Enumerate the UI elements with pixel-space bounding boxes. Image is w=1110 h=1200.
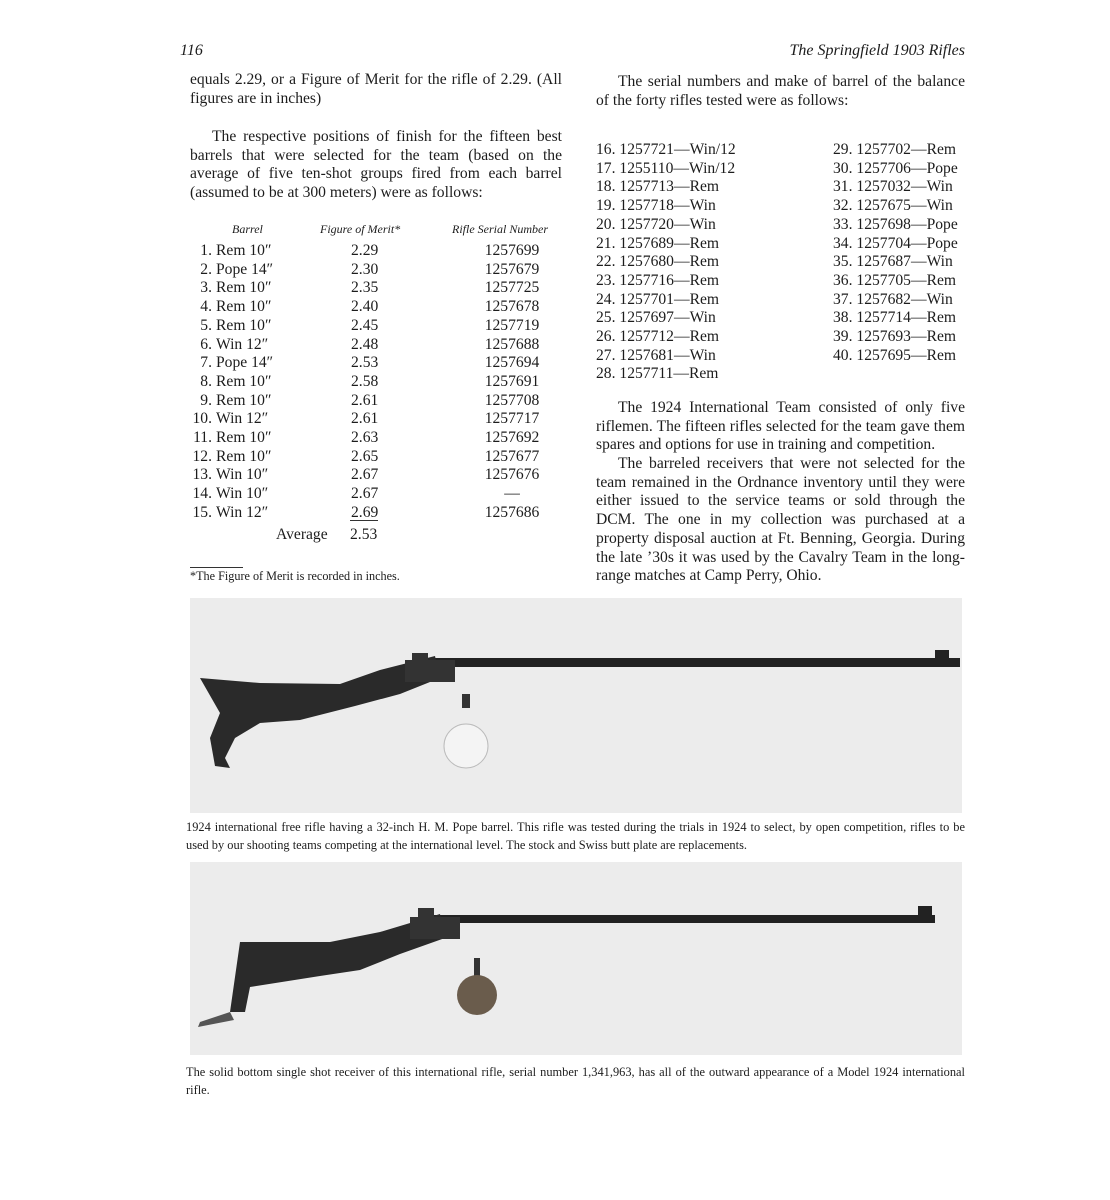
serial-cell: 1257699 xyxy=(484,242,540,259)
merit-cell: 2.67 xyxy=(351,485,379,503)
merit-cell: 2.63 xyxy=(351,429,379,446)
row-number: 13. xyxy=(192,466,212,484)
right-paragraph-1: The serial numbers and make of barrel of the balance of the forty rifles tested were as follows: xyxy=(596,73,965,109)
serial-cell: 1257708 xyxy=(484,391,540,409)
average-label: Average xyxy=(276,526,328,543)
serial-list-item: 34. 1257704—Pope xyxy=(833,234,958,252)
barrel-cell: Win 12″ xyxy=(216,335,269,353)
serial-list-item: 22. 1257680—Rem xyxy=(596,253,720,271)
page-number: 116 xyxy=(180,42,203,59)
row-number: 12. xyxy=(192,447,212,465)
serial-cell: 1257691 xyxy=(484,372,540,390)
merit-cell: 2.61 xyxy=(351,410,379,428)
rifle-photo-1 xyxy=(190,598,962,813)
merit-cell: 2.58 xyxy=(351,372,379,390)
table-row xyxy=(180,485,560,504)
serial-list-item: 39. 1257693—Rem xyxy=(833,328,957,345)
table-row xyxy=(180,466,560,485)
barrel-cell: Rem 10″ xyxy=(216,447,272,465)
running-title: The Springfield 1903 Rifles xyxy=(789,42,965,59)
barrel-cell: Win 10″ xyxy=(216,485,269,503)
merit-table xyxy=(180,0,570,600)
serial-cell: 1257676 xyxy=(484,466,540,484)
rifle-photo-2 xyxy=(190,862,962,1055)
merit-cell: 2.48 xyxy=(351,335,379,353)
serial-list-item: 37. 1257682—Win xyxy=(833,290,953,308)
merit-cell: 2.53 xyxy=(351,354,379,372)
merit-cell: 2.67 xyxy=(351,466,379,484)
barrel-cell: Win 12″ xyxy=(216,410,269,428)
serial-list-item: 16. 1257721—Win/12 xyxy=(596,141,736,158)
serial-list-item: 40. 1257695—Rem xyxy=(833,346,957,364)
barrel-cell: Pope 14″ xyxy=(216,354,274,372)
serial-cell: 1257678 xyxy=(484,298,540,316)
row-number: 7. xyxy=(200,354,212,372)
barrel-cell: Win 10″ xyxy=(216,466,269,484)
merit-cell: 2.35 xyxy=(351,279,379,297)
serial-list-item: 33. 1257698—Pope xyxy=(833,215,958,233)
serial-list-item: 18. 1257713—Rem xyxy=(596,178,720,196)
footnote-rule xyxy=(190,567,243,568)
merit-cell: 2.29 xyxy=(351,242,379,259)
serial-cell: — xyxy=(504,485,520,503)
table-row xyxy=(180,354,560,373)
right-paragraph-3: The barreled receivers that were not selected for the team remained in the Ordnance inventory until they were either issued to the service teams or sold through the DCM. The one in my collection was purchased at a property disposal auction at Ft. Benning, Georgia. During the late ’30s it was used by the Cavalry Team in the long-range matches at Camp Perry, Ohio. xyxy=(596,455,965,585)
row-number: 11. xyxy=(193,429,212,446)
serial-list-item: 28. 1257711—Rem xyxy=(596,365,719,383)
barrel-cell: Rem 10″ xyxy=(216,429,272,446)
row-number: 2. xyxy=(200,260,212,278)
serial-list-item: 30. 1257706—Pope xyxy=(833,159,958,177)
serial-cell: 1257692 xyxy=(484,429,540,446)
col-header-merit: Figure of Merit* xyxy=(320,222,401,236)
table-row xyxy=(180,261,560,280)
merit-cell: 2.61 xyxy=(351,391,379,409)
serial-list-item: 20. 1257720—Win xyxy=(596,215,716,233)
serial-list-item: 26. 1257712—Rem xyxy=(596,328,720,345)
left-paragraph-2: The respective positions of finish for the fifteen best barrels that were selected for the team (based on the average of five ten-shot groups fired from each barrel (assumed to be at 300 meters) were as follows: xyxy=(190,128,562,202)
serial-list-item: 17. 1255110—Win/12 xyxy=(596,159,736,177)
serial-cell: 1257717 xyxy=(484,410,540,428)
merit-cell: 2.69 xyxy=(351,503,379,521)
serial-list-item: 32. 1257675—Win xyxy=(833,197,953,215)
table-row xyxy=(180,392,560,411)
right-paragraph-2: The 1924 International Team consisted of only five riflemen. The fifteen rifles selected for the team gave them spares and options for use in training and competition. xyxy=(596,399,965,454)
row-number: 10. xyxy=(192,410,212,428)
col-header-barrel: Barrel xyxy=(232,222,263,236)
table-row xyxy=(180,410,560,429)
serial-list-item: 27. 1257681—Win xyxy=(596,346,716,364)
table-row xyxy=(180,242,560,261)
col-header-serial: Rifle Serial Number xyxy=(452,222,548,236)
footnote: *The Figure of Merit is recorded in inches. xyxy=(190,569,400,583)
serial-list-item: 38. 1257714—Rem xyxy=(833,309,957,327)
serial-list-item: 23. 1257716—Rem xyxy=(596,271,720,289)
serial-cell: 1257719 xyxy=(484,316,540,334)
row-number: 5. xyxy=(200,316,212,334)
row-number: 1. xyxy=(200,242,212,259)
serial-cell: 1257694 xyxy=(484,354,540,372)
merit-cell: 2.40 xyxy=(351,298,379,316)
table-row xyxy=(180,448,560,467)
left-paragraph-1: equals 2.29, or a Figure of Merit for the rifle of 2.29. (All figures are in inches) xyxy=(190,71,562,107)
serial-cell: 1257679 xyxy=(484,260,540,278)
serial-list-item: 31. 1257032—Win xyxy=(833,178,953,196)
table-row xyxy=(180,373,560,392)
row-number: 3. xyxy=(200,279,212,297)
figure-2-caption: The solid bottom single shot receiver of this international rifle, serial number 1,341,963, has all of the outward appearance of a Model 1924 international rifle. xyxy=(186,1065,965,1097)
table-row xyxy=(180,279,560,298)
row-number: 6. xyxy=(200,335,212,353)
merit-cell: 2.30 xyxy=(351,260,379,278)
row-number: 14. xyxy=(192,485,212,503)
serial-list-item: 29. 1257702—Rem xyxy=(833,141,957,158)
barrel-cell: Rem 10″ xyxy=(216,372,272,390)
table-row xyxy=(180,429,560,448)
serial-cell: 1257725 xyxy=(484,279,540,297)
serial-list-item: 21. 1257689—Rem xyxy=(596,234,720,252)
row-number: 4. xyxy=(200,298,212,316)
row-number: 15. xyxy=(192,503,212,521)
serial-cell: 1257677 xyxy=(484,447,540,465)
barrel-cell: Rem 10″ xyxy=(216,242,272,259)
serial-list-item: 36. 1257705—Rem xyxy=(833,271,957,289)
sum-rule xyxy=(350,520,378,521)
serial-list-item: 24. 1257701—Rem xyxy=(596,290,720,308)
row-number: 9. xyxy=(200,391,212,409)
average-value: 2.53 xyxy=(350,526,378,543)
barrel-cell: Win 12″ xyxy=(216,503,269,521)
serial-cell: 1257688 xyxy=(484,335,540,353)
serial-list-item: 35. 1257687—Win xyxy=(833,253,953,271)
barrel-cell: Rem 10″ xyxy=(216,316,272,334)
figure-1-caption: 1924 international free rifle having a 32-inch H. M. Pope barrel. This rifle was tested during the trials in 1924 to select, by open competition, rifles to be used by our shooting teams competing at the international level. The stock and Swiss butt plate are replacements. xyxy=(186,820,965,852)
merit-cell: 2.65 xyxy=(351,447,379,465)
table-row xyxy=(180,298,560,317)
barrel-cell: Rem 10″ xyxy=(216,391,272,409)
table-row xyxy=(180,336,560,355)
serial-list-item: 19. 1257718—Win xyxy=(596,197,716,215)
table-row xyxy=(180,317,560,336)
serial-cell: 1257686 xyxy=(484,503,540,521)
row-number: 8. xyxy=(200,372,212,390)
merit-cell: 2.45 xyxy=(351,316,379,334)
barrel-cell: Pope 14″ xyxy=(216,260,274,278)
serial-list-item: 25. 1257697—Win xyxy=(596,309,716,327)
barrel-cell: Rem 10″ xyxy=(216,279,272,297)
barrel-cell: Rem 10″ xyxy=(216,298,272,316)
